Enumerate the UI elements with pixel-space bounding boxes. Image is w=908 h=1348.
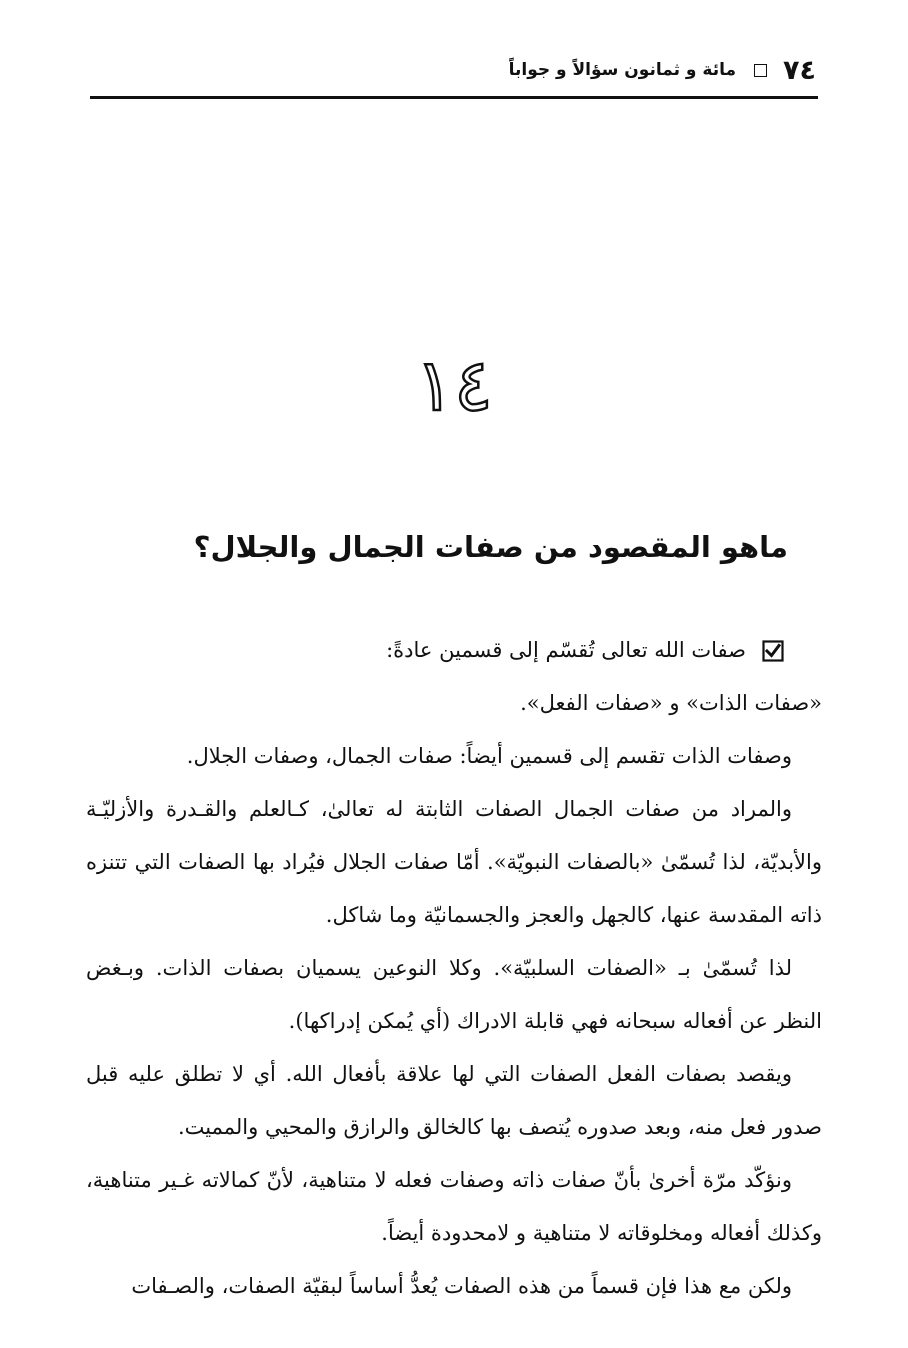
square-separator-icon	[754, 64, 767, 77]
paragraph: لذا تُسمّىٰ بـ «الصفات السلبيّة». وكلا النوعين يسميان بصفات الذات. وبـغض النظر عن أفعاله سبحانه فهي قابلة الادراك (أي يُمكن إدراكها).	[86, 956, 822, 1033]
checkbox-checked-icon	[762, 640, 784, 662]
answer-body	[86, 624, 822, 1313]
header-rule	[90, 96, 818, 99]
answer-intro: صفات الله تعالى تُقسّم إلى قسمين عادةً:	[386, 638, 746, 662]
paragraph: ولكن مع هذا فإن قسماً من هذه الصفات يُعدُّ أساساً لبقيّة الصفات، والصـفات	[131, 1274, 792, 1298]
answer-intro-line	[86, 624, 822, 677]
question-title: ماهو المقصود من صفات الجمال والجلال؟	[193, 530, 788, 564]
page-number: ٧٤	[783, 54, 816, 86]
paragraph: وصفات الذات تقسم إلى قسمين أيضاً: صفات الجمال، وصفات الجلال.	[186, 744, 792, 768]
chapter-number: ١٤	[415, 343, 493, 427]
paragraph: والمراد من صفات الجمال الصفات الثابتة له تعالىٰ، كـالعلم والقـدرة والأزليّـة والأبديّة، لذا تُسمّىٰ «بالصفات النبويّة». أمّا صفات الجلال فيُراد بها الصفات التي تتنزه ذاته المقدسة عنها، كالجهل والعجز والجسمانيّة وما شاكل.	[86, 797, 822, 927]
paragraph: ويقصد بصفات الفعل الصفات التي لها علاقة بأفعال الله. أي لا تطلق عليه قبل صدور فعل منه، وبعد صدوره يُتصف بها كالخالق والرازق والمحيي والمميت.	[86, 1062, 822, 1139]
attribute-types: «صفات الذات» و «صفات الفعل».	[520, 691, 822, 715]
running-header	[92, 50, 816, 90]
paragraph: ونؤكّد مرّة أخرىٰ بأنّ صفات ذاته وصفات فعله لا متناهية، لأنّ كمالاته غـير متناهية، وكذلك أفعاله ومخلوقاته لا متناهية و لامحدودة أيضاً.	[86, 1168, 822, 1245]
book-title: مائة و ثمانون سؤالاً و جواباً	[508, 60, 737, 80]
